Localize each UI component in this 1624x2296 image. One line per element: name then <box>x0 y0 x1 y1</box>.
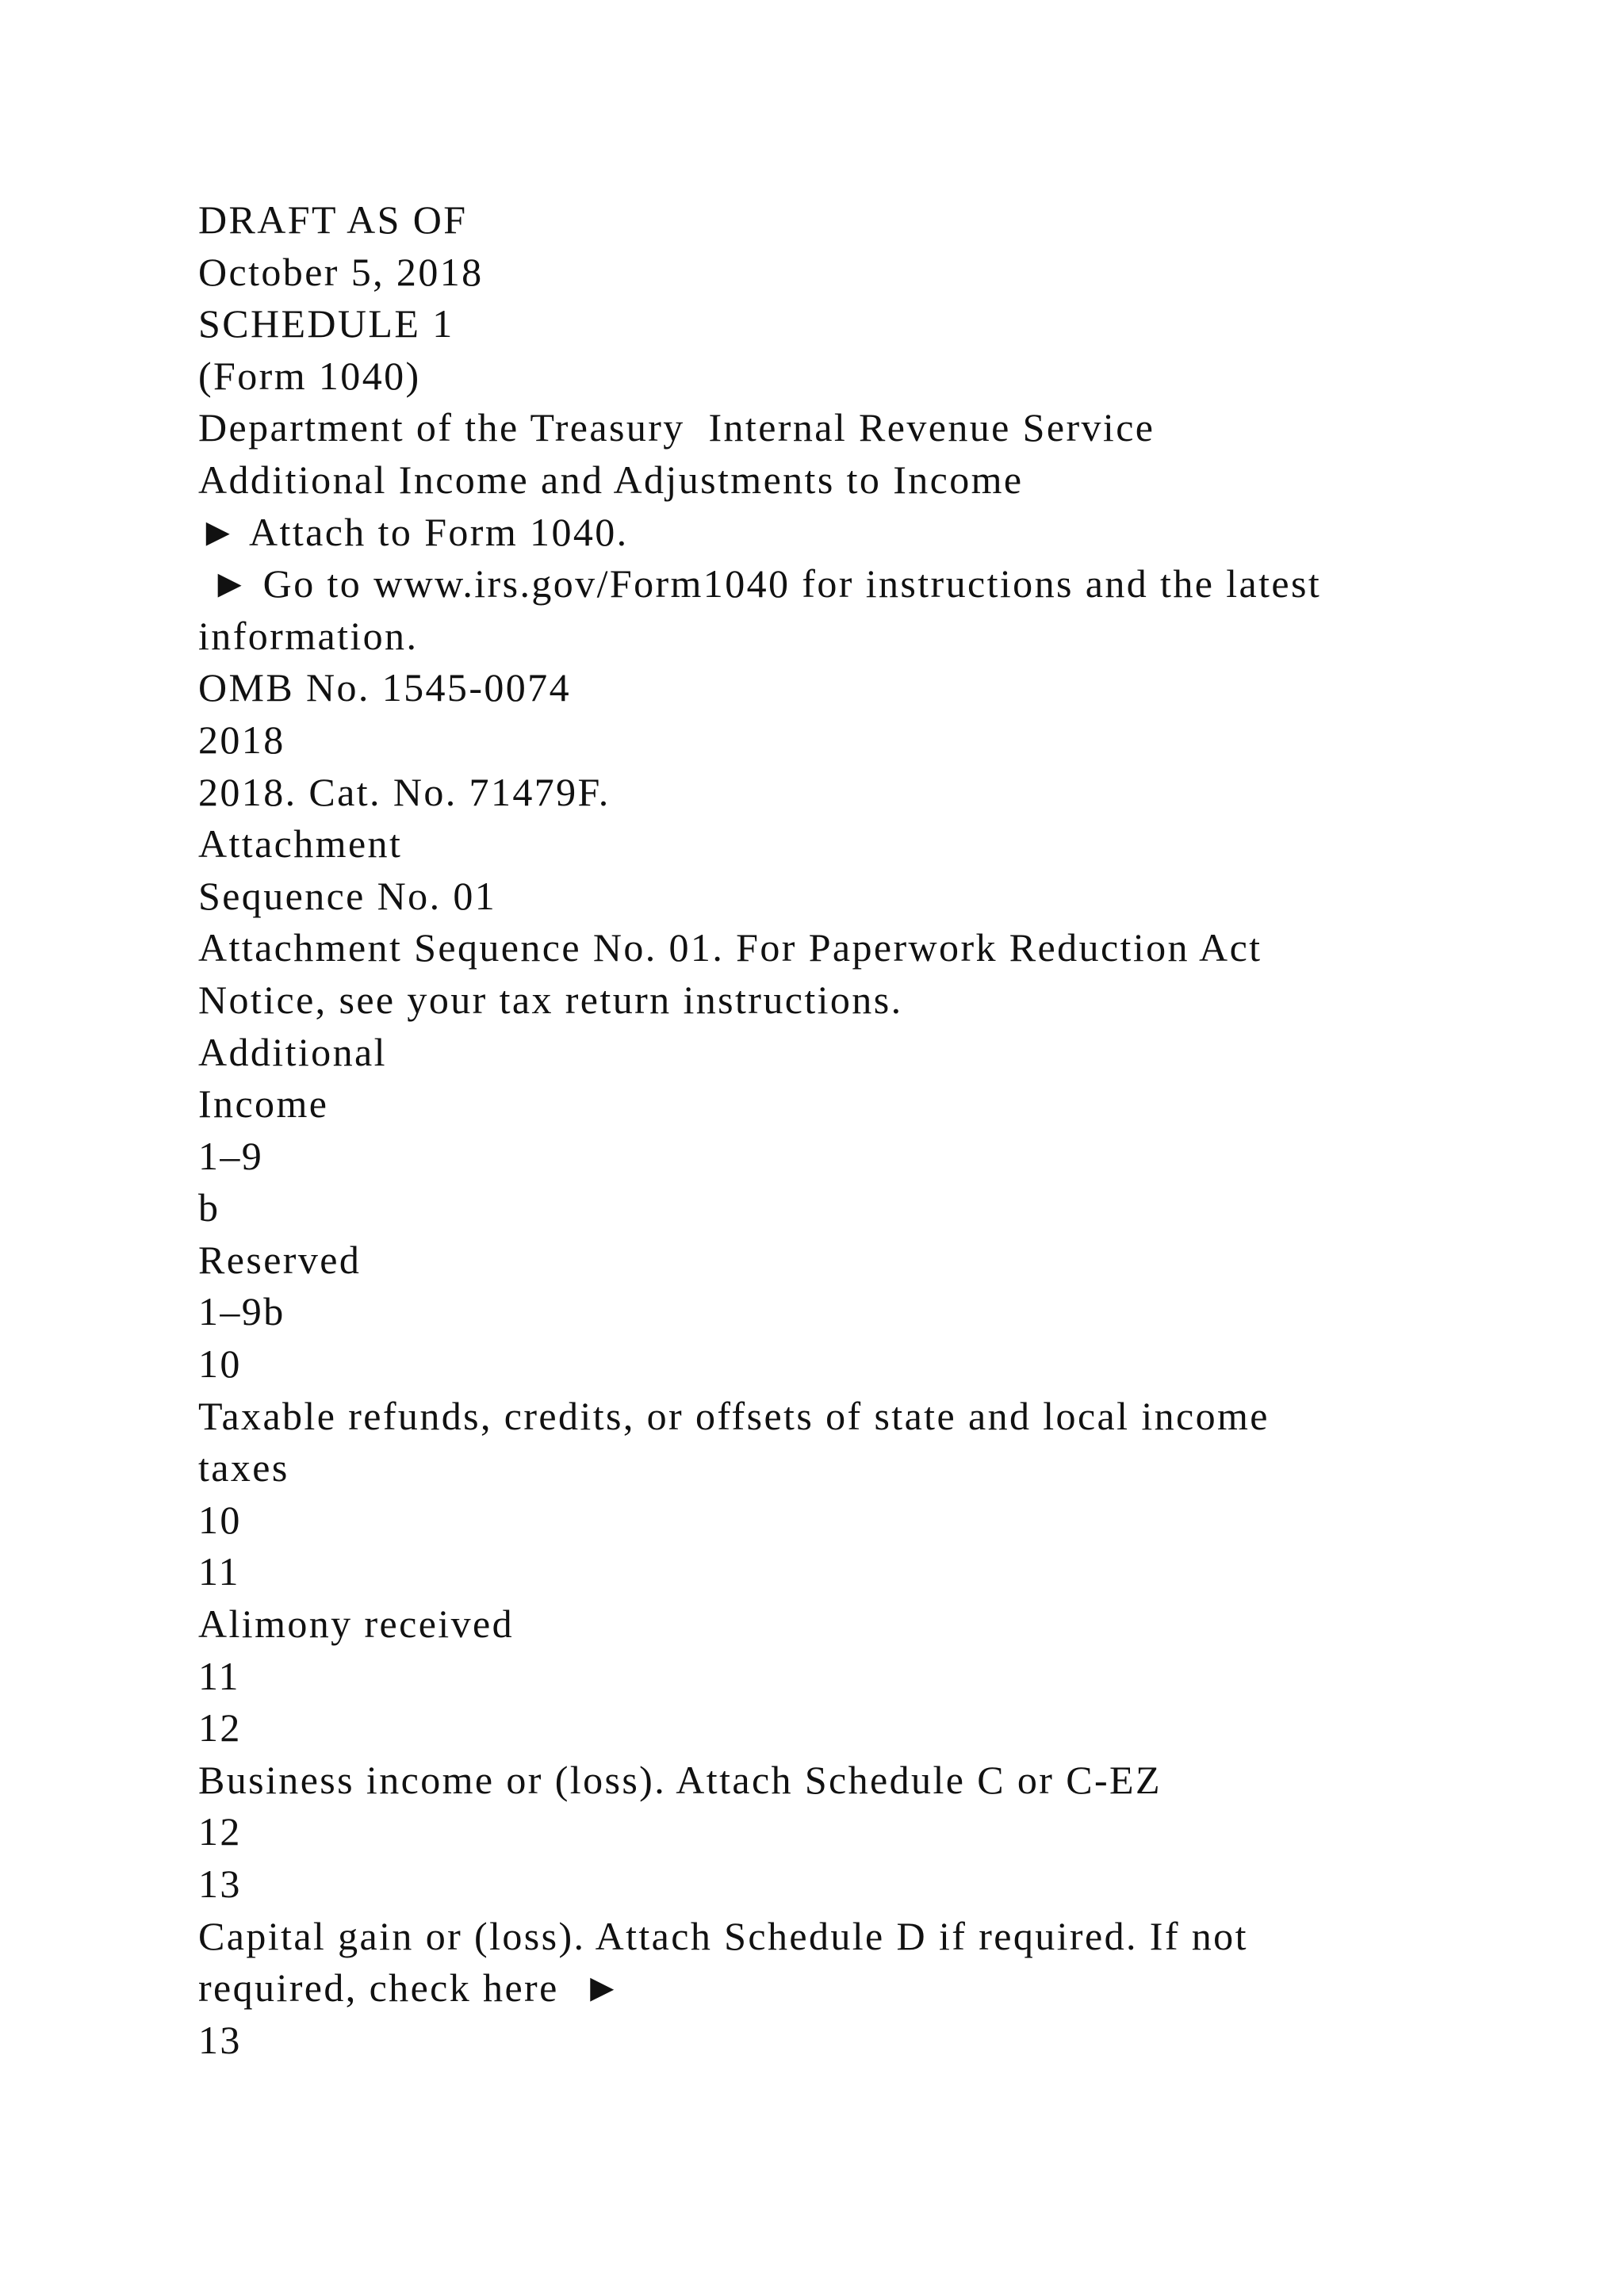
line-number: 1–9 <box>198 1133 264 1178</box>
paperwork-notice-continued: Notice, see your tax return instructions. <box>198 977 903 1022</box>
line-box-label: 11 <box>198 1653 240 1698</box>
website-instruction: ► Go to www.irs.gov/Form1040 for instructions and the latest <box>198 561 1322 607</box>
schedule-title: SCHEDULE 1 <box>198 301 454 346</box>
line-number: 13 <box>198 1862 242 1906</box>
line-description-reserved: Reserved <box>198 1237 362 1282</box>
line-description-continued: required, check here ► <box>198 1965 624 2011</box>
catalog-number: 2018. Cat. No. 71479F. <box>198 769 611 814</box>
line-description-business-income: Business income or (loss). Attach Schedule C or C-EZ <box>198 1757 1162 1802</box>
line-number: 10 <box>198 1341 242 1387</box>
schedule-subtitle: Additional Income and Adjustments to Income <box>198 457 1024 502</box>
line-box-label: 12 <box>198 1809 242 1854</box>
line-description-continued: taxes <box>198 1445 289 1490</box>
line-description-alimony: Alimony received <box>198 1601 514 1647</box>
draft-date: October 5, 2018 <box>198 249 484 294</box>
section-heading-income: Income <box>198 1081 329 1127</box>
agency-name: Department of the Treasury Internal Revenue Service <box>198 405 1155 450</box>
omb-number: OMB No. 1545-0074 <box>198 665 571 710</box>
line-box-label: 13 <box>198 2017 242 2062</box>
line-box-label: 10 <box>198 1497 242 1542</box>
attach-instruction: ► Attach to Form 1040. <box>198 509 629 554</box>
draft-label: DRAFT AS OF <box>198 197 468 242</box>
form-number: (Form 1040) <box>198 353 421 398</box>
line-sub-letter: b <box>198 1185 220 1230</box>
attachment-label: Attachment <box>198 821 403 867</box>
document-text <box>198 194 1507 2066</box>
line-number: 12 <box>198 1705 242 1751</box>
website-instruction-continued: information. <box>198 613 419 658</box>
tax-year: 2018 <box>198 717 285 762</box>
line-box-label: 1–9b <box>198 1289 285 1334</box>
paperwork-notice: Attachment Sequence No. 01. For Paperwork Reduction Act <box>198 925 1262 970</box>
sequence-number: Sequence No. 01 <box>198 873 497 918</box>
line-description-capital-gain: Capital gain or (loss). Attach Schedule D if required. If not <box>198 1913 1248 1958</box>
line-description-taxable-refunds: Taxable refunds, credits, or offsets of state and local income <box>198 1393 1270 1438</box>
section-heading-additional: Additional <box>198 1029 387 1074</box>
line-number: 11 <box>198 1549 240 1594</box>
